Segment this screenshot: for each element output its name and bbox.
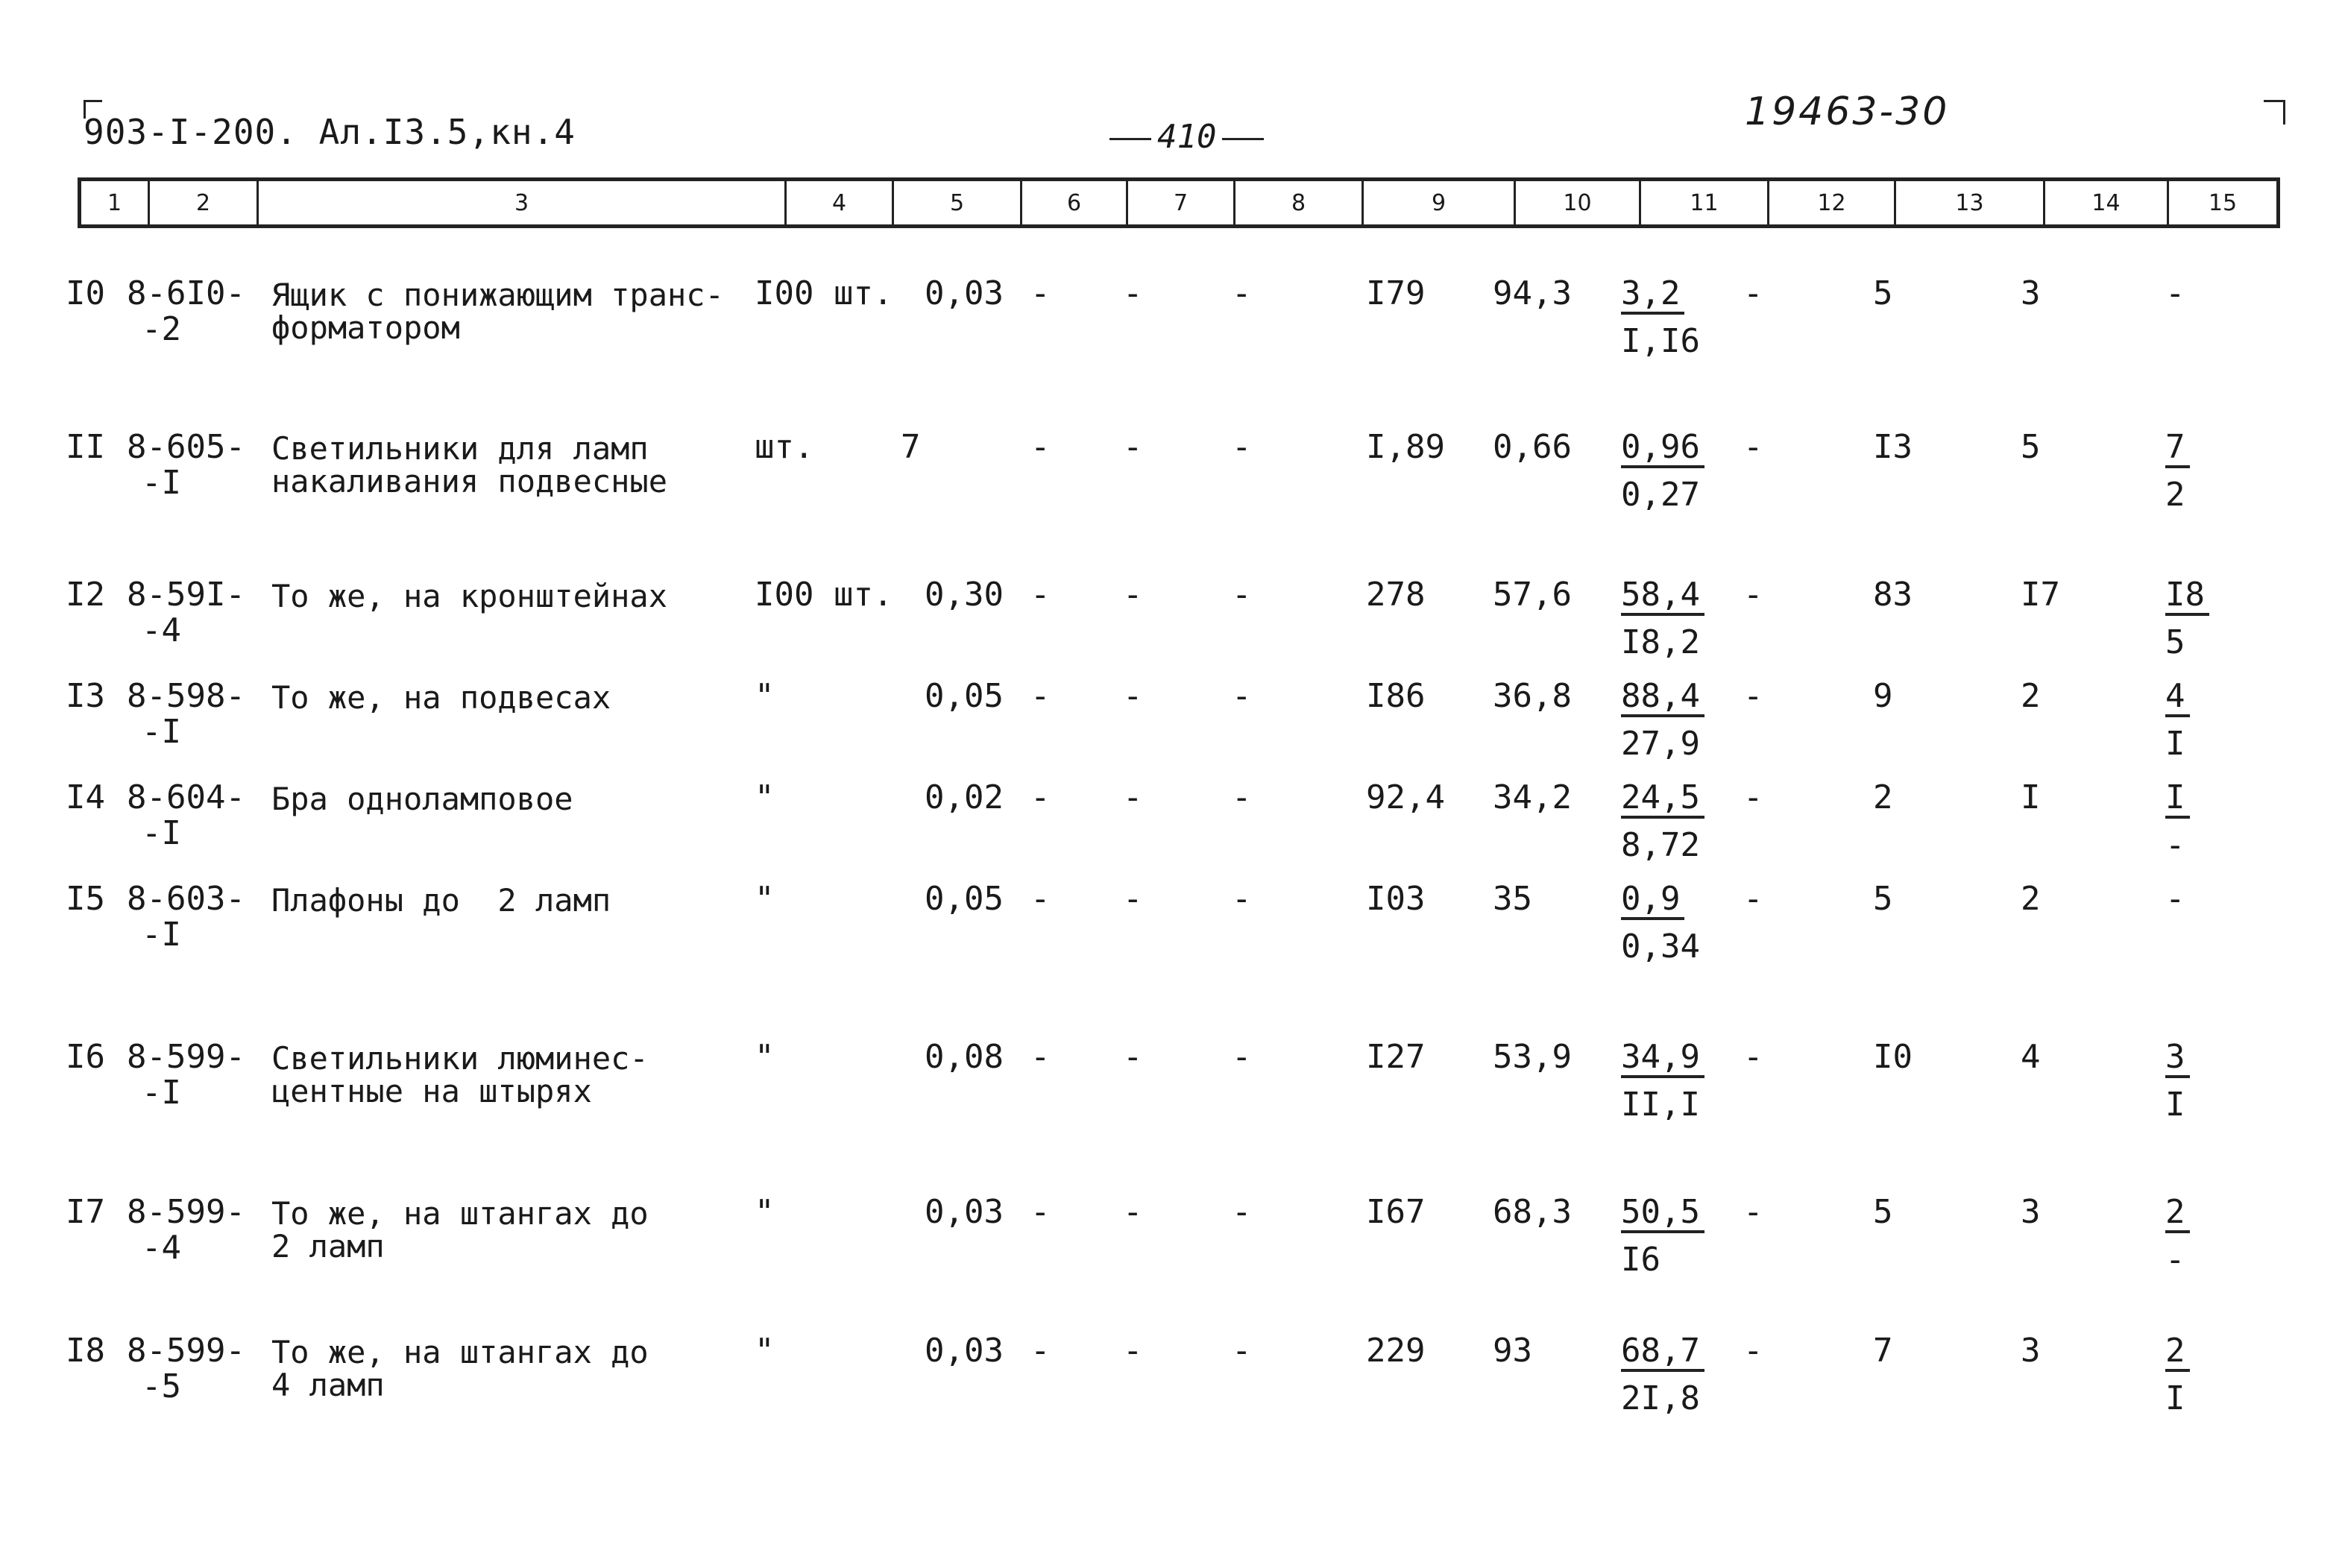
- cell-c11-fraction: [1621, 677, 1704, 763]
- cell-c10: 94,3: [1493, 274, 1572, 312]
- cell-code2: -4: [142, 611, 181, 649]
- cell-unit: ": [755, 677, 775, 715]
- cell-code1: 8-599-: [127, 1332, 245, 1370]
- cell-c12: -: [1743, 428, 1763, 466]
- cell-desc2: центные на штырях: [271, 1073, 592, 1109]
- cell-c11-numerator: 68,7: [1621, 1335, 1704, 1372]
- cell-c15-fraction: [2165, 576, 2209, 661]
- cell-c13: 9: [1873, 677, 1893, 715]
- cell-desc1: Светильники люминес-: [271, 1040, 649, 1077]
- column-header-5: 5: [894, 181, 1022, 224]
- cell-c13: 7: [1873, 1332, 1893, 1370]
- cell-c15-fraction: [2165, 1038, 2190, 1124]
- cell-code2: -4: [142, 1229, 181, 1267]
- cell-n: I4: [66, 778, 105, 816]
- cell-c11-numerator: 88,4: [1621, 680, 1704, 717]
- cell-c14: 4: [2021, 1038, 2041, 1076]
- cell-c6: -: [1030, 677, 1051, 715]
- cell-c11-fraction: [1621, 778, 1704, 864]
- cell-c7: -: [1123, 1038, 1143, 1076]
- cell-c15-denominator: I: [2165, 725, 2185, 763]
- cell-c13: I0: [1873, 1038, 1913, 1076]
- cell-c11-fraction: [1621, 1038, 1704, 1124]
- column-header-14: 14: [2045, 181, 2169, 224]
- cell-desc1: То же, на кронштейнах: [271, 578, 668, 614]
- column-header-15: 15: [2208, 189, 2238, 216]
- cell-c11-numerator: 58,4: [1621, 579, 1704, 616]
- page-number: [1104, 118, 1270, 156]
- cell-c11-fraction: [1621, 274, 1700, 360]
- cell-desc2: 2 ламп: [271, 1228, 385, 1265]
- cell-c12: -: [1743, 1332, 1763, 1370]
- cell-qty: 0,02: [925, 778, 1004, 816]
- cell-desc1: Ящик с понижающим транс-: [271, 277, 724, 313]
- cell-n: I7: [66, 1193, 105, 1231]
- cell-c11-denominator: 2I,8: [1621, 1379, 1700, 1417]
- cell-c15-fraction: [2165, 428, 2190, 514]
- cell-unit: ": [755, 1193, 775, 1231]
- cell-c14: 3: [2021, 1332, 2041, 1370]
- cell-c8: -: [1232, 1038, 1252, 1076]
- cell-c14: I7: [2021, 576, 2060, 614]
- cell-c15-denominator: I: [2165, 1086, 2185, 1124]
- cell-c15-fraction: [2165, 1332, 2190, 1417]
- cell-c6: -: [1030, 274, 1051, 312]
- cell-c11-denominator: 8,72: [1621, 826, 1700, 864]
- cell-c8: -: [1232, 1332, 1252, 1370]
- cell-qty: 0,05: [925, 677, 1004, 715]
- cell-c8: -: [1232, 576, 1252, 614]
- cell-c15-numerator: -: [2165, 880, 2185, 918]
- cell-c13: 5: [1873, 880, 1893, 918]
- cell-qty: 0,03: [925, 1332, 1004, 1370]
- cell-c11-numerator: 0,9: [1621, 883, 1684, 920]
- cell-c11-denominator: I6: [1621, 1241, 1661, 1279]
- cell-c15-denominator: 2: [2165, 476, 2185, 514]
- cell-n: I0: [66, 274, 105, 312]
- cell-desc1: То же, на штангах до: [271, 1334, 649, 1370]
- cell-c11-fraction: [1621, 1332, 1704, 1417]
- cell-c6: -: [1030, 880, 1051, 918]
- cell-c15-denominator: 5: [2165, 623, 2185, 661]
- cell-c15-numerator: 2: [2165, 1196, 2190, 1233]
- cell-n: I2: [66, 576, 105, 614]
- cell-c8: -: [1232, 428, 1252, 466]
- column-header-2: 2: [150, 181, 259, 224]
- column-header-9: 9: [1364, 181, 1516, 224]
- cell-code2: -I: [142, 1074, 181, 1112]
- cell-code2: -2: [142, 310, 181, 348]
- cell-c11-denominator: 0,27: [1621, 476, 1700, 514]
- cell-c9: I79: [1366, 274, 1426, 312]
- cell-n: I6: [66, 1038, 105, 1076]
- cell-unit: I00 шт.: [755, 576, 893, 614]
- cell-qty: 0,08: [925, 1038, 1004, 1076]
- column-number-header: [78, 177, 2280, 228]
- cell-c6: -: [1030, 576, 1051, 614]
- cell-code2: -I: [142, 916, 181, 954]
- cell-c6: -: [1030, 1193, 1051, 1231]
- column-header-1: 1: [81, 181, 150, 224]
- cell-desc1: Плафоны до 2 ламп: [271, 882, 611, 919]
- cell-code2: -I: [142, 814, 181, 852]
- cell-c15-numerator: 2: [2165, 1335, 2190, 1372]
- cell-unit: ": [755, 778, 775, 816]
- cell-c7: -: [1123, 880, 1143, 918]
- cell-unit: ": [755, 1332, 775, 1370]
- cell-qty: 0,30: [925, 576, 1004, 614]
- cell-c10: 0,66: [1493, 428, 1572, 466]
- cell-c15-fraction: [2165, 880, 2185, 918]
- cell-unit: шт.: [755, 428, 814, 466]
- cell-c11-numerator: 50,5: [1621, 1196, 1704, 1233]
- cell-code1: 8-604-: [127, 778, 245, 816]
- cell-c13: 5: [1873, 1193, 1893, 1231]
- cell-c7: -: [1123, 677, 1143, 715]
- cell-c11-fraction: [1621, 428, 1704, 514]
- cell-c15-numerator: I: [2165, 781, 2190, 819]
- cell-c7: -: [1123, 428, 1143, 466]
- cell-c10: 93: [1493, 1332, 1532, 1370]
- cell-n: I3: [66, 677, 105, 715]
- cell-c11-denominator: 0,34: [1621, 928, 1700, 966]
- cell-c15-numerator: I8: [2165, 579, 2209, 616]
- cell-code2: -5: [142, 1367, 181, 1405]
- cell-c10: 34,2: [1493, 778, 1572, 816]
- cell-c8: -: [1232, 677, 1252, 715]
- cell-c15-numerator: -: [2165, 274, 2185, 312]
- cell-c13: 5: [1873, 274, 1893, 312]
- cell-c9: 229: [1366, 1332, 1426, 1370]
- cell-c15-fraction: [2165, 1193, 2190, 1279]
- cell-code1: 8-603-: [127, 880, 245, 918]
- cell-c12: -: [1743, 1038, 1763, 1076]
- cell-c11-fraction: [1621, 880, 1700, 966]
- cell-qty: 0,05: [925, 880, 1004, 918]
- cell-c7: -: [1123, 1193, 1143, 1231]
- cell-n: II: [66, 428, 105, 466]
- cell-c8: -: [1232, 274, 1252, 312]
- cell-code1: 8-59I-: [127, 576, 245, 614]
- cell-c10: 53,9: [1493, 1038, 1572, 1076]
- cell-c15-denominator: -: [2165, 1241, 2185, 1279]
- column-header-3: 3: [259, 181, 787, 224]
- cell-c11-denominator: 27,9: [1621, 725, 1700, 763]
- column-header-6: 6: [1022, 181, 1128, 224]
- cell-c13: 83: [1873, 576, 1913, 614]
- cell-code1: 8-598-: [127, 677, 245, 715]
- cell-c9: 92,4: [1366, 778, 1445, 816]
- cell-c15-denominator: -: [2165, 826, 2185, 864]
- column-header-4: 4: [787, 181, 894, 224]
- column-header-10: 10: [1516, 181, 1641, 224]
- cell-c11-fraction: [1621, 576, 1704, 661]
- column-header-11: 11: [1641, 181, 1769, 224]
- cell-qty: 0,03: [925, 274, 1004, 312]
- cell-desc1: Бра одноламповое: [271, 781, 573, 817]
- cell-code1: 8-599-: [127, 1193, 245, 1231]
- cell-c9: I67: [1366, 1193, 1426, 1231]
- cell-unit: ": [755, 1038, 775, 1076]
- cell-c11-numerator: 24,5: [1621, 781, 1704, 819]
- cell-c15-fraction: [2165, 677, 2190, 763]
- inventory-number: 19463-30: [1745, 89, 1950, 134]
- cell-c13: I3: [1873, 428, 1913, 466]
- cell-c9: I,89: [1366, 428, 1445, 466]
- column-header-8: 8: [1235, 181, 1364, 224]
- cell-c13: 2: [1873, 778, 1893, 816]
- cell-desc2: накаливания подвесные: [271, 463, 668, 500]
- cell-c11-denominator: I8,2: [1621, 623, 1700, 661]
- cell-c6: -: [1030, 778, 1051, 816]
- cell-c8: -: [1232, 778, 1252, 816]
- cell-c14: 3: [2021, 1193, 2041, 1231]
- cell-c10: 36,8: [1493, 677, 1572, 715]
- cell-c9: I27: [1366, 1038, 1426, 1076]
- cell-n: I5: [66, 880, 105, 918]
- cell-c14: 2: [2021, 880, 2041, 918]
- corner-mark-top-right: [2264, 100, 2285, 125]
- cell-c15-denominator: I: [2165, 1379, 2185, 1417]
- cell-desc2: 4 ламп: [271, 1367, 385, 1403]
- column-header-7: 7: [1128, 181, 1235, 224]
- cell-code2: -I: [142, 464, 181, 502]
- cell-c12: -: [1743, 677, 1763, 715]
- cell-c14: I: [2021, 778, 2041, 816]
- cell-c14: 5: [2021, 428, 2041, 466]
- cell-c8: -: [1232, 1193, 1252, 1231]
- cell-c9: 278: [1366, 576, 1426, 614]
- column-header-12: 12: [1769, 181, 1896, 224]
- cell-c9: I03: [1366, 880, 1426, 918]
- cell-code1: 8-599-: [127, 1038, 245, 1076]
- cell-code2: -I: [142, 713, 181, 751]
- document-code: 903-I-200. Ал.I3.5,кн.4: [84, 112, 576, 152]
- cell-c10: 68,3: [1493, 1193, 1572, 1231]
- cell-c10: 35: [1493, 880, 1532, 918]
- cell-c15-numerator: 3: [2165, 1041, 2190, 1078]
- cell-c10: 57,6: [1493, 576, 1572, 614]
- cell-desc2: форматором: [271, 309, 460, 346]
- cell-unit: ": [755, 880, 775, 918]
- cell-desc1: То же, на штангах до: [271, 1195, 649, 1232]
- cell-code1: 8-6I0-: [127, 274, 245, 312]
- cell-c11-denominator: II,I: [1621, 1086, 1700, 1124]
- cell-c7: -: [1123, 576, 1143, 614]
- cell-c11-numerator: 0,96: [1621, 431, 1704, 468]
- cell-c11-fraction: [1621, 1193, 1704, 1279]
- cell-c11-numerator: 3,2: [1621, 277, 1684, 315]
- cell-c14: 3: [2021, 274, 2041, 312]
- cell-unit: I00 шт.: [755, 274, 893, 312]
- cell-c7: -: [1123, 778, 1143, 816]
- cell-c12: -: [1743, 880, 1763, 918]
- cell-c9: I86: [1366, 677, 1426, 715]
- cell-c12: -: [1743, 576, 1763, 614]
- cell-c12: -: [1743, 1193, 1763, 1231]
- cell-desc1: Светильники для ламп: [271, 430, 649, 467]
- cell-desc1: То же, на подвесах: [271, 679, 611, 716]
- page-number-value: 410: [1157, 118, 1217, 156]
- cell-c6: -: [1030, 1038, 1051, 1076]
- cell-code1: 8-605-: [127, 428, 245, 466]
- cell-c11-denominator: I,I6: [1621, 322, 1700, 360]
- cell-c15-numerator: 7: [2165, 431, 2190, 468]
- cell-qty: 0,03: [925, 1193, 1004, 1231]
- cell-c6: -: [1030, 428, 1051, 466]
- cell-c15-numerator: 4: [2165, 680, 2190, 717]
- cell-c11-numerator: 34,9: [1621, 1041, 1704, 1078]
- cell-c15-fraction: [2165, 778, 2190, 864]
- cell-c8: -: [1232, 880, 1252, 918]
- cell-n: I8: [66, 1332, 105, 1370]
- cell-qty: 7: [901, 428, 921, 466]
- cell-c15-fraction: [2165, 274, 2185, 312]
- cell-c14: 2: [2021, 677, 2041, 715]
- cell-c7: -: [1123, 1332, 1143, 1370]
- column-header-13: 13: [1896, 181, 2045, 224]
- cell-c6: -: [1030, 1332, 1051, 1370]
- cell-c12: -: [1743, 274, 1763, 312]
- cell-c7: -: [1123, 274, 1143, 312]
- cell-c12: -: [1743, 778, 1763, 816]
